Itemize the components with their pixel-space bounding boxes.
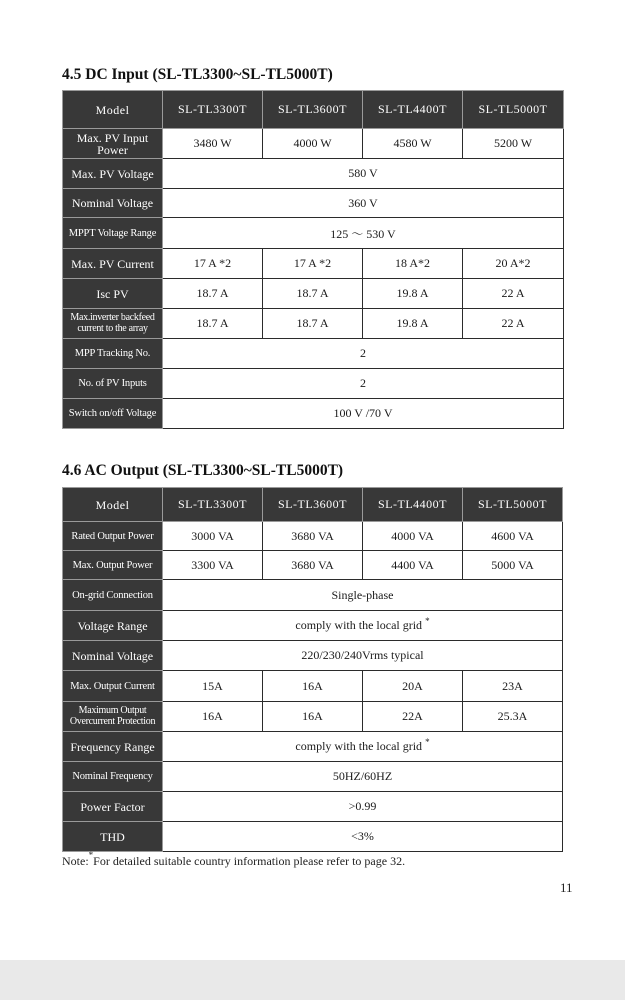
row-label: Max. PV Current [63,249,163,279]
table-row [63,488,563,522]
table-cell: 50HZ/60HZ [163,762,563,792]
row-label: Nominal Voltage [63,641,163,671]
model-name: SL-TL3300T [163,91,263,129]
table-cell: 3680 VA [263,551,363,580]
table-cell: 18.7 A [163,309,263,339]
row-label: Rated Output Power [63,522,163,551]
table-cell: 18.7 A [163,279,263,309]
table-cell: 19.8 A [363,309,463,339]
table-row [63,822,563,852]
table-cell: 2 [163,369,564,399]
model-name: SL-TL4400T [363,91,463,129]
table-row [63,279,564,309]
table-cell: 16A [163,702,263,732]
table-row [63,218,564,249]
footnote [62,852,405,869]
table-cell: >0.99 [163,792,563,822]
table-cell: 19.8 A [363,279,463,309]
table-cell: 2 [163,339,564,369]
row-label: THD [63,822,163,852]
row-label: Nominal Frequency [63,762,163,792]
table-row [63,732,563,762]
row-label: Voltage Range [63,611,163,641]
table-row [63,399,564,429]
table-cell: 3300 VA [163,551,263,580]
model-name: SL-TL4400T [363,488,463,522]
table-row [63,580,563,611]
note-text: For detailed suitable country information please refer to page 32. [93,854,406,868]
table-cell [163,732,563,762]
table-cell: 3680 VA [263,522,363,551]
table-row [63,762,563,792]
table-row [63,159,564,189]
dc-input-title: 4.5 DC Input (SL-TL3300~SL-TL5000T) [62,66,333,83]
table-cell: 125 ～ 530 V [163,218,564,249]
table-cell: 360 V [163,189,564,218]
note-prefix: Note: [62,854,89,868]
model-header: Model [63,91,163,129]
table-cell: 20 A*2 [463,249,564,279]
table-cell: 3000 VA [163,522,263,551]
table-row [63,91,564,129]
table-cell: 22 A [463,309,564,339]
row-label: Isc PV [63,279,163,309]
footnote-mark: * [88,850,94,860]
table-cell: 16A [263,671,363,702]
footnote-mark: * [425,737,430,747]
table-cell: 20A [363,671,463,702]
table-cell: 16A [263,702,363,732]
table-cell [163,611,563,641]
row-label: Power Factor [63,792,163,822]
table-cell: 17 A *2 [163,249,263,279]
table-cell: 18 A*2 [363,249,463,279]
model-name: SL-TL3600T [263,488,363,522]
table-cell: 4000 VA [363,522,463,551]
table-row [63,369,564,399]
ac-output-title: 4.6 AC Output (SL-TL3300~SL-TL5000T) [62,462,344,479]
cell-text: comply with the local grid [295,739,423,753]
table-cell: 17 A *2 [263,249,363,279]
table-row [63,792,563,822]
table-cell: 25.3A [463,702,563,732]
table-row [63,522,563,551]
row-label: Max.inverter backfeed current to the array [63,309,163,339]
table-cell: 220/230/240Vrms typical [163,641,563,671]
row-label: Maximum Output Overcurrent Protection [63,702,163,732]
table-cell: 4600 VA [463,522,563,551]
table-row [63,702,563,732]
row-label: Switch on/off Voltage [63,399,163,429]
table-cell: 5000 VA [463,551,563,580]
table-cell: 5200 W [463,129,564,159]
row-label: On-grid Connection [63,580,163,611]
table-cell: 100 V /70 V [163,399,564,429]
row-label: Max. PV Voltage [63,159,163,189]
row-label: MPP Tracking No. [63,339,163,369]
table-cell: 18.7 A [263,279,363,309]
table-row [63,249,564,279]
table-cell: 15A [163,671,263,702]
table-cell: 4000 W [263,129,363,159]
cell-text: comply with the local grid [295,618,423,632]
table-row [63,671,563,702]
table-cell: 18.7 A [263,309,363,339]
row-label: No. of PV Inputs [63,369,163,399]
ac-output-table [62,487,563,852]
row-label: MPPT Voltage Range [63,218,163,249]
dc-input-table [62,90,564,429]
page-number: 11 [560,880,573,895]
model-name: SL-TL3300T [163,488,263,522]
table-cell: <3% [163,822,563,852]
table-row [63,339,564,369]
table-row [63,189,564,218]
table-cell: 4580 W [363,129,463,159]
row-label: Frequency Range [63,732,163,762]
table-cell: Single-phase [163,580,563,611]
model-name: SL-TL3600T [263,91,363,129]
table-row [63,611,563,641]
table-cell: 23A [463,671,563,702]
model-header: Model [63,488,163,522]
table-row [63,129,564,159]
viewer-bottom-bar [0,960,625,1000]
table-row [63,641,563,671]
table-cell: 3480 W [163,129,263,159]
table-row [63,309,564,339]
footnote-mark: * [425,616,430,626]
row-label: Max. Output Current [63,671,163,702]
row-label: Max. PV Input Power [63,129,163,159]
table-cell: 4400 VA [363,551,463,580]
table-cell: 22A [363,702,463,732]
row-label: Max. Output Power [63,551,163,580]
model-name: SL-TL5000T [463,488,563,522]
table-row [63,551,563,580]
model-name: SL-TL5000T [463,91,564,129]
table-cell: 22 A [463,279,564,309]
row-label: Nominal Voltage [63,189,163,218]
table-cell: 580 V [163,159,564,189]
